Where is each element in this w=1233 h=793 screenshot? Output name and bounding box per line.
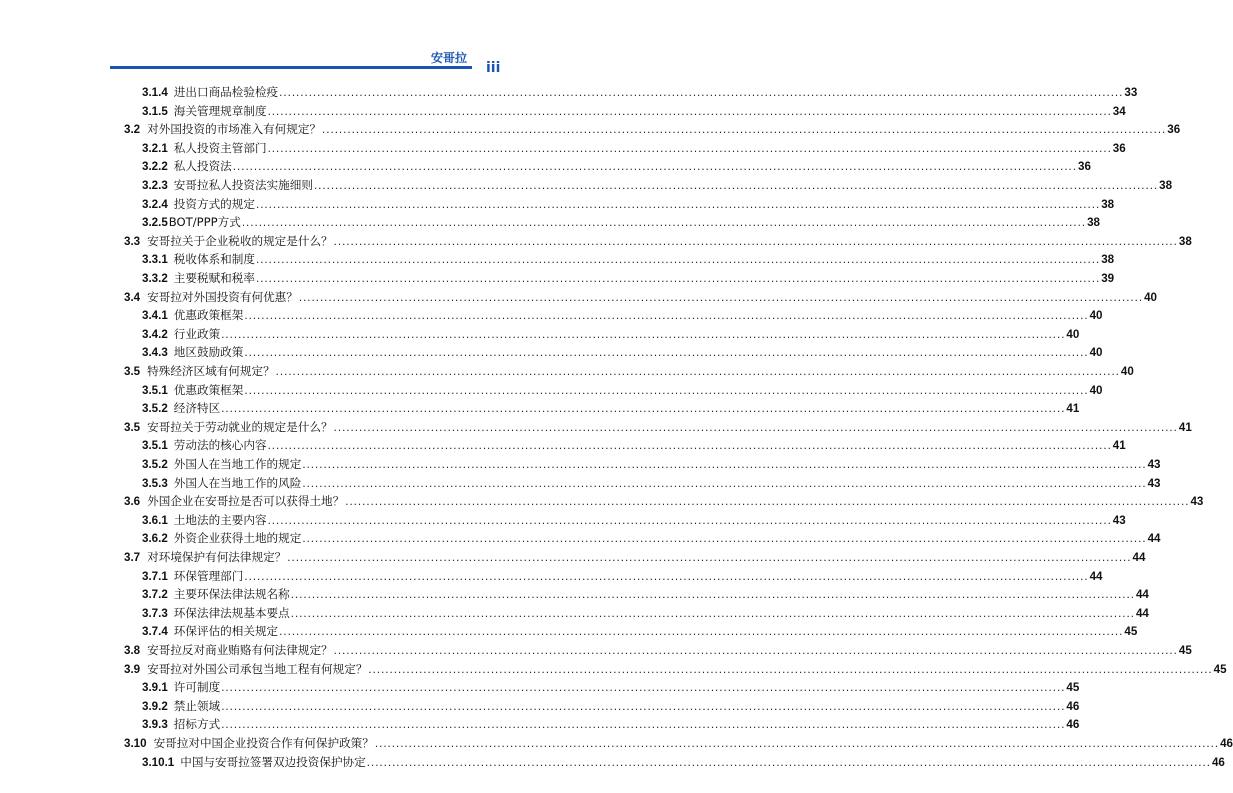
toc-entry[interactable] bbox=[142, 622, 1138, 640]
toc-entry-number: 3.6.1 bbox=[142, 513, 168, 527]
toc-entry[interactable] bbox=[142, 753, 1225, 771]
toc-leader-dots: ........................................................................................................................................................................................................ bbox=[279, 625, 1124, 639]
toc-entry-title: 优惠政策框架 bbox=[173, 308, 244, 323]
toc-leader-dots: ........................................................................................................................................................................................................ bbox=[221, 402, 1066, 416]
toc-entry-title: 海关管理规章制度 bbox=[173, 103, 267, 118]
toc-entry-page: 46 bbox=[1066, 718, 1080, 732]
toc-entry-title: 安哥拉对外国公司承包当地工程有何规定？ bbox=[147, 661, 368, 676]
toc-entry-page: 41 bbox=[1066, 402, 1080, 416]
toc-entry-page: 36 bbox=[1078, 160, 1091, 174]
toc-leader-dots: ........................................................................................................................................................................................................ bbox=[290, 606, 1135, 620]
toc-entry[interactable] bbox=[142, 529, 1161, 547]
toc-entry-title: 许可制度 bbox=[173, 680, 221, 695]
toc-entry[interactable] bbox=[142, 436, 1126, 454]
toc-entry-title: 主要环保法律法规名称 bbox=[173, 587, 290, 602]
toc-entry-title: BOT/PPP方式 bbox=[168, 215, 241, 230]
toc-leader-dots: ........................................................................................................................................................................................................ bbox=[267, 104, 1112, 118]
toc-leader-dots: ........................................................................................................................................................................................................ bbox=[221, 327, 1066, 341]
toc-leader-dots: ........................................................................................................................................................................................................ bbox=[267, 141, 1112, 155]
toc-entry-title: 中国与安哥拉签署双边投资保护协定 bbox=[180, 754, 366, 769]
toc-leader-dots: ........................................................................................................................................................................................................ bbox=[302, 532, 1147, 546]
toc-entry[interactable] bbox=[124, 641, 1192, 659]
toc-entry-page: 36 bbox=[1167, 123, 1181, 137]
toc-entry-page: 38 bbox=[1101, 253, 1115, 267]
toc-entry[interactable] bbox=[142, 325, 1080, 343]
toc-leader-dots: ........................................................................................................................................................................................................ bbox=[244, 383, 1089, 397]
toc-entry-number: 3.7 bbox=[124, 551, 141, 564]
toc-entry-title: 安哥拉关于劳动就业的规定是什么？ bbox=[147, 419, 333, 434]
toc-leader-dots: ........................................................................................................................................................................................................ bbox=[298, 290, 1144, 304]
toc-entry-title: 环保法律法规基本要点 bbox=[173, 605, 290, 620]
toc-entry[interactable] bbox=[142, 455, 1161, 473]
toc-entry[interactable] bbox=[142, 715, 1080, 733]
toc-entry-page: 45 bbox=[1178, 644, 1192, 657]
toc-entry-number: 3.2.4 bbox=[142, 197, 168, 211]
toc-leader-dots: ........................................................................................................................................................................................................ bbox=[313, 179, 1159, 192]
toc-entry-page: 46 bbox=[1066, 699, 1080, 713]
toc-entry-number: 3.5 bbox=[124, 420, 141, 434]
toc-entry-title: 投资方式的规定 bbox=[173, 196, 255, 211]
toc-entry-page: 40 bbox=[1144, 290, 1157, 304]
toc-entry-page: 45 bbox=[1066, 681, 1080, 695]
toc-entry-number: 3.2.1 bbox=[142, 141, 168, 155]
toc-entry-number: 3.7.1 bbox=[142, 569, 168, 583]
toc-entry-number: 3.5.1 bbox=[142, 439, 168, 453]
toc-entry-number: 3.2.3 bbox=[142, 179, 168, 192]
toc-leader-dots: ........................................................................................................................................................................................................ bbox=[290, 588, 1135, 602]
toc-entry-page: 40 bbox=[1089, 346, 1103, 360]
toc-leader-dots: ........................................................................................................................................................................................................ bbox=[244, 569, 1089, 583]
toc-entry-title: 私人投资主管部门 bbox=[173, 140, 267, 155]
toc-entry-page: 38 bbox=[1087, 216, 1100, 230]
toc-entry[interactable] bbox=[142, 139, 1126, 157]
toc-entry-title: 安哥拉关于企业税收的规定是什么？ bbox=[147, 233, 333, 248]
header-rule bbox=[110, 66, 472, 69]
toc-entry[interactable] bbox=[142, 83, 1138, 101]
toc-entry-page: 43 bbox=[1190, 495, 1204, 509]
toc-leader-dots: ........................................................................................................................................................................................................ bbox=[221, 699, 1066, 713]
toc-entry-title: 地区鼓励政策 bbox=[173, 345, 244, 360]
running-header-title: 安哥拉 bbox=[430, 51, 467, 65]
toc-entry-page: 40 bbox=[1120, 365, 1134, 378]
toc-entry[interactable] bbox=[142, 474, 1161, 492]
toc-entry-title: 外国人在当地工作的规定 bbox=[173, 457, 302, 471]
toc-entry[interactable] bbox=[142, 213, 1100, 231]
toc-entry-number: 3.5.2 bbox=[142, 402, 168, 416]
toc-entry-title: 主要税赋和税率 bbox=[173, 271, 255, 285]
toc-entry-title: 土地法的主要内容 bbox=[173, 512, 267, 527]
toc-leader-dots: ........................................................................................................................................................................................................ bbox=[368, 662, 1213, 676]
toc-entry[interactable] bbox=[142, 157, 1091, 175]
toc-entry-number: 3.3 bbox=[124, 234, 141, 248]
toc-entry[interactable] bbox=[124, 120, 1181, 138]
toc-entry-number: 3.5 bbox=[124, 365, 141, 378]
toc-entry-page: 44 bbox=[1135, 588, 1149, 602]
toc-entry[interactable] bbox=[142, 585, 1149, 603]
toc-entry-page: 41 bbox=[1112, 439, 1126, 453]
toc-entry-title: 劳动法的核心内容 bbox=[173, 438, 267, 453]
toc-leader-dots: ........................................................................................................................................................................................................ bbox=[255, 272, 1101, 285]
toc-leader-dots: ........................................................................................................................................................................................................ bbox=[241, 216, 1087, 230]
toc-entry-page: 33 bbox=[1124, 86, 1138, 99]
toc-entry-title: 安哥拉私人投资法实施细则 bbox=[173, 178, 313, 192]
toc-entry-number: 3.5.3 bbox=[142, 476, 168, 490]
toc-entry-page: 38 bbox=[1159, 179, 1173, 192]
toc-entry-title: 进出口商品检验检疫 bbox=[173, 85, 279, 99]
toc-entry[interactable] bbox=[142, 678, 1080, 696]
toc-entry-page: 34 bbox=[1112, 104, 1126, 118]
toc-entry-page: 40 bbox=[1089, 309, 1103, 323]
toc-leader-dots: ........................................................................................................................................................................................................ bbox=[322, 123, 1167, 137]
page-number: iii bbox=[486, 60, 501, 76]
toc-entry[interactable] bbox=[142, 604, 1149, 622]
toc-entry[interactable] bbox=[124, 232, 1192, 250]
toc-leader-dots: ........................................................................................................................................................................................................ bbox=[244, 346, 1089, 360]
toc-entry-page: 44 bbox=[1147, 532, 1161, 546]
toc-entry-title: 优惠政策框架 bbox=[173, 382, 244, 397]
toc-leader-dots: ........................................................................................................................................................................................................ bbox=[345, 495, 1190, 509]
toc-entry[interactable] bbox=[142, 697, 1080, 715]
toc-leader-dots: ........................................................................................................................................................................................................ bbox=[267, 439, 1112, 453]
toc-entry-title: 安哥拉对中国企业投资合作有何保护政策？ bbox=[153, 736, 374, 750]
toc-entry-page: 44 bbox=[1132, 551, 1146, 564]
toc-leader-dots: ........................................................................................................................................................................................................ bbox=[232, 160, 1078, 174]
toc-entry-page: 41 bbox=[1178, 420, 1192, 434]
toc-entry-number: 3.6 bbox=[124, 495, 141, 509]
toc-leader-dots: ........................................................................................................................................................................................................ bbox=[302, 458, 1147, 471]
toc-entry-page: 44 bbox=[1135, 606, 1149, 620]
toc-entry-number: 3.4.3 bbox=[142, 346, 168, 360]
toc-leader-dots: ........................................................................................................................................................................................................ bbox=[267, 513, 1112, 527]
toc-entry-number: 3.9.2 bbox=[142, 699, 168, 713]
toc-entry-title: 环保评估的相关规定 bbox=[173, 624, 279, 639]
toc-leader-dots: ........................................................................................................................................................................................................ bbox=[255, 253, 1101, 267]
toc-entry-number: 3.7.3 bbox=[142, 606, 168, 620]
toc-entry-number: 3.1.4 bbox=[142, 86, 168, 99]
toc-leader-dots: ........................................................................................................................................................................................................ bbox=[333, 644, 1178, 657]
toc-entry[interactable] bbox=[142, 269, 1115, 287]
toc-entry-title: 外资企业获得土地的规定 bbox=[173, 531, 302, 546]
toc-entry[interactable] bbox=[124, 734, 1233, 752]
toc-entry-page: 36 bbox=[1112, 141, 1126, 155]
toc-leader-dots: ........................................................................................................................................................................................................ bbox=[333, 420, 1178, 434]
toc-entry[interactable] bbox=[124, 288, 1157, 306]
toc-entry[interactable] bbox=[124, 492, 1204, 510]
toc-entry-title: 行业政策 bbox=[173, 326, 221, 341]
toc-entry-title: 禁止领域 bbox=[173, 698, 221, 713]
toc-entry-page: 43 bbox=[1147, 458, 1161, 471]
toc-entry-title: 对环境保护有何法律规定？ bbox=[147, 550, 287, 564]
toc-leader-dots: ........................................................................................................................................................................................................ bbox=[275, 365, 1120, 378]
toc-entry[interactable] bbox=[142, 250, 1115, 268]
toc-entry[interactable] bbox=[142, 343, 1103, 361]
toc-entry[interactable] bbox=[142, 511, 1126, 529]
toc-entry-title: 私人投资法 bbox=[173, 159, 232, 174]
toc-entry-title: 外国企业在安哥拉是否可以获得土地？ bbox=[147, 494, 345, 509]
toc-entry-number: 3.5.2 bbox=[142, 458, 168, 471]
toc-leader-dots: ........................................................................................................................................................................................................ bbox=[221, 681, 1066, 695]
toc-entry-title: 对外国投资的市场准入有何规定？ bbox=[147, 122, 322, 137]
toc-entry-number: 3.10 bbox=[124, 737, 147, 750]
toc-entry-page: 44 bbox=[1089, 569, 1103, 583]
toc-entry-number: 3.3.1 bbox=[142, 253, 168, 267]
toc-entry-number: 3.4.2 bbox=[142, 327, 168, 341]
toc-entry-page: 46 bbox=[1220, 737, 1233, 750]
toc-entry-number: 3.7.4 bbox=[142, 625, 168, 639]
toc-leader-dots: ........................................................................................................................................................................................................ bbox=[374, 737, 1220, 750]
toc-entry[interactable] bbox=[142, 567, 1103, 585]
toc-entry-page: 46 bbox=[1211, 755, 1225, 769]
toc-entry-title: 安哥拉反对商业贿赂有何法律规定？ bbox=[147, 643, 333, 657]
toc-entry-page: 43 bbox=[1147, 476, 1161, 490]
toc-entry-number: 3.6.2 bbox=[142, 532, 168, 546]
toc-leader-dots: ........................................................................................................................................................................................................ bbox=[279, 86, 1124, 99]
toc-entry[interactable] bbox=[142, 306, 1103, 324]
toc-entry-number: 3.3.2 bbox=[142, 272, 168, 285]
toc-entry-page: 40 bbox=[1089, 383, 1103, 397]
toc-leader-dots: ........................................................................................................................................................................................................ bbox=[255, 197, 1101, 211]
toc-entry-number: 3.7.2 bbox=[142, 588, 168, 602]
toc-entry-title: 环保管理部门 bbox=[173, 568, 244, 583]
toc-entry-number: 3.2.2 bbox=[142, 160, 168, 174]
toc-leader-dots: ........................................................................................................................................................................................................ bbox=[333, 234, 1178, 248]
toc-entry-number: 3.4 bbox=[124, 290, 141, 304]
toc-entry-title: 经济特区 bbox=[173, 401, 221, 416]
toc-entry[interactable] bbox=[142, 381, 1103, 399]
toc-entry-number: 3.9.1 bbox=[142, 681, 168, 695]
toc-leader-dots: ........................................................................................................................................................................................................ bbox=[366, 755, 1211, 769]
toc-entry[interactable] bbox=[142, 176, 1173, 194]
toc-entry-number: 3.10.1 bbox=[142, 755, 175, 769]
toc-entry-number: 3.8 bbox=[124, 644, 141, 657]
toc-entry-number: 3.5.1 bbox=[142, 383, 168, 397]
toc-entry-number: 3.2 bbox=[124, 123, 141, 137]
toc-entry-page: 39 bbox=[1101, 272, 1115, 285]
toc-entry-number: 3.1.5 bbox=[142, 104, 168, 118]
toc-leader-dots: ........................................................................................................................................................................................................ bbox=[221, 718, 1066, 732]
toc-entry-page: 40 bbox=[1066, 327, 1080, 341]
toc-entry[interactable] bbox=[124, 418, 1192, 436]
toc-entry[interactable] bbox=[142, 195, 1115, 213]
toc-entry[interactable] bbox=[142, 399, 1080, 417]
toc-entry-title: 外国人在当地工作的风险 bbox=[173, 475, 302, 490]
toc-entry-page: 38 bbox=[1178, 234, 1192, 248]
toc-entry-page: 38 bbox=[1101, 197, 1115, 211]
toc-leader-dots: ........................................................................................................................................................................................................ bbox=[302, 476, 1147, 490]
toc-entry-page: 45 bbox=[1213, 662, 1227, 676]
toc-entry-page: 45 bbox=[1124, 625, 1138, 639]
toc-entry[interactable] bbox=[124, 362, 1134, 380]
toc-entry-number: 3.9.3 bbox=[142, 718, 168, 732]
toc-leader-dots: ........................................................................................................................................................................................................ bbox=[244, 309, 1089, 323]
toc-entry[interactable] bbox=[142, 102, 1126, 120]
toc-entry-title: 招标方式 bbox=[173, 717, 221, 732]
toc-entry-page: 43 bbox=[1112, 513, 1126, 527]
toc-entry-number: 3.4.1 bbox=[142, 309, 168, 323]
toc-entry-title: 安哥拉对外国投资有何优惠？ bbox=[147, 289, 298, 304]
toc-entry-number: 3.2.5 bbox=[142, 216, 168, 230]
toc-leader-dots: ........................................................................................................................................................................................................ bbox=[287, 551, 1132, 564]
toc-entry-title: 税收体系和制度 bbox=[173, 252, 255, 267]
toc-entry[interactable] bbox=[124, 548, 1146, 566]
toc-entry-number: 3.9 bbox=[124, 662, 141, 676]
toc-entry-title: 特殊经济区域有何规定？ bbox=[147, 364, 275, 378]
toc-entry[interactable] bbox=[124, 660, 1227, 678]
